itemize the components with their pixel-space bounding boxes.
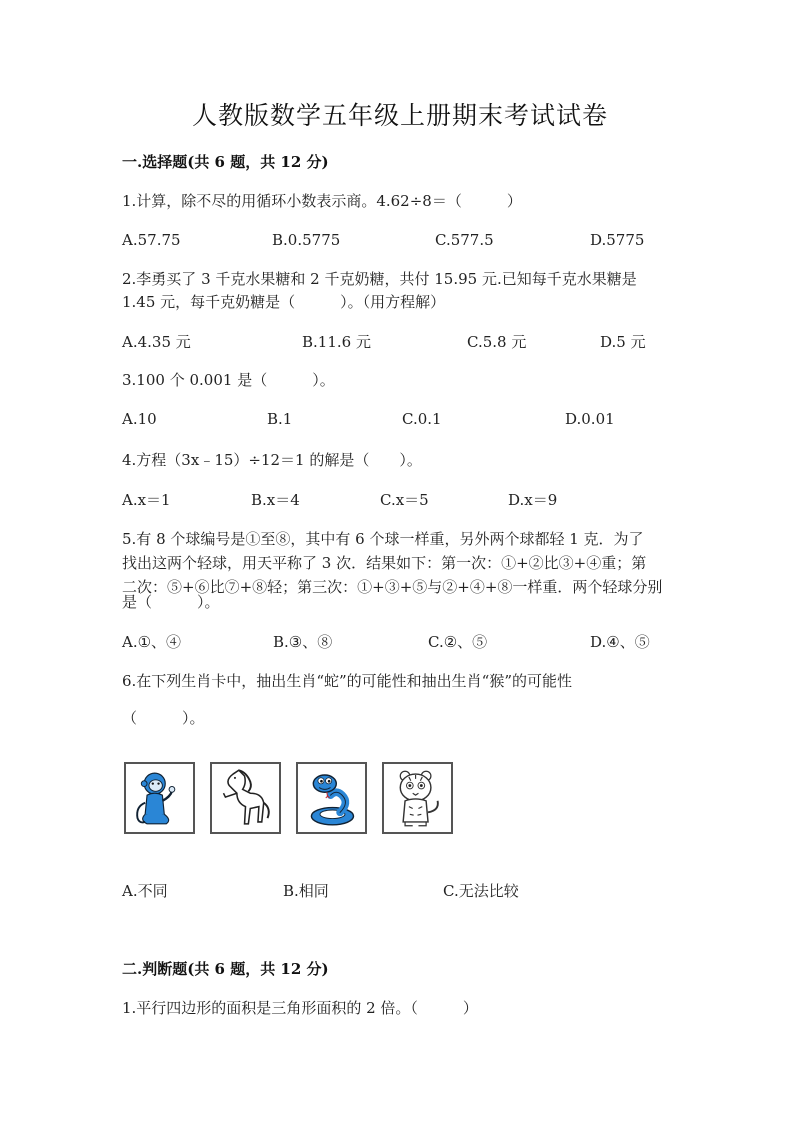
tiger-icon [384, 764, 451, 832]
question-4-option-a[interactable]: A.x＝1 [122, 491, 171, 509]
question-5-text-line3: 二次：⑤+⑥比⑦+⑧轻；第三次：①+③+⑤与②+④+⑧一样重．两个轻球分别 [122, 578, 663, 596]
question-6-option-c[interactable]: C.无法比较 [443, 882, 519, 900]
zodiac-card-tiger [382, 762, 453, 834]
question-2-text-line1: 2.李勇买了 3 千克水果糖和 2 千克奶糖，共付 15.95 元.已知每千克水果糖是 [122, 270, 637, 288]
question-3-option-a[interactable]: A.10 [122, 410, 157, 428]
question-4-text: 4.方程（3x﹣15）÷12＝1 的解是（ ）。 [122, 451, 422, 469]
section-heading-judgement: 二.判断题(共 6 题，共 12 分) [122, 960, 329, 978]
question-1-option-b[interactable]: B.0.5775 [272, 231, 341, 249]
question-1-option-a[interactable]: A.57.75 [122, 231, 181, 249]
question-5-option-b[interactable]: B.③、⑧ [273, 633, 333, 651]
question-5-text-line4: 是（ ）。 [122, 593, 220, 611]
zodiac-cards [124, 762, 454, 836]
monkey-icon [126, 764, 193, 832]
question-6-text-line2: （ ）。 [122, 709, 205, 727]
question-3-option-b[interactable]: B.1 [267, 410, 293, 428]
snake-icon [298, 764, 365, 832]
zodiac-card-horse [210, 762, 281, 834]
horse-icon [212, 764, 279, 832]
question-1-text: 1.计算，除不尽的用循环小数表示商。4.62÷8＝（ ） [122, 192, 522, 210]
question-2-option-b[interactable]: B.11.6 元 [302, 333, 371, 351]
question-4-option-d[interactable]: D.x＝9 [508, 491, 558, 509]
question-4-option-c[interactable]: C.x＝5 [380, 491, 429, 509]
question-2-option-c[interactable]: C.5.8 元 [467, 333, 527, 351]
question-2-option-a[interactable]: A.4.35 元 [122, 333, 191, 351]
zodiac-card-snake [296, 762, 367, 834]
question-5-option-c[interactable]: C.②、⑤ [428, 633, 488, 651]
page-title: 人教版数学五年级上册期末考试试卷 [191, 101, 608, 130]
question-6-option-a[interactable]: A.不同 [122, 882, 168, 900]
question-5-text-line2: 找出这两个轻球，用天平称了 3 次．结果如下：第一次：①+②比③+④重；第 [122, 554, 647, 572]
question-5-option-d[interactable]: D.④、⑤ [590, 633, 650, 651]
judgement-question-1-text: 1.平行四边形的面积是三角形面积的 2 倍。（ ） [122, 999, 478, 1017]
question-3-option-d[interactable]: D.0.01 [565, 410, 615, 428]
question-3-option-c[interactable]: C.0.1 [402, 410, 442, 428]
question-6-option-b[interactable]: B.相同 [283, 882, 329, 900]
question-2-option-d[interactable]: D.5 元 [600, 333, 646, 351]
question-4-option-b[interactable]: B.x＝4 [251, 491, 300, 509]
question-3-text: 3.100 个 0.001 是（ ）。 [122, 371, 335, 389]
question-1-option-c[interactable]: C.577.5 [435, 231, 494, 249]
zodiac-card-monkey [124, 762, 195, 834]
question-5-option-a[interactable]: A.①、④ [122, 633, 182, 651]
question-5-text-line1: 5.有 8 个球编号是①至⑧，其中有 6 个球一样重，另外两个球都轻 1 克．为了 [122, 530, 644, 548]
question-6-text-line1: 6.在下列生肖卡中，抽出生肖“蛇”的可能性和抽出生肖“猴”的可能性 [122, 672, 572, 690]
section-heading-choice: 一.选择题(共 6 题，共 12 分) [122, 153, 329, 171]
question-1-option-d[interactable]: D.5775 [590, 231, 645, 249]
question-2-text-line2: 1.45 元，每千克奶糖是（ ）。（用方程解） [122, 293, 446, 311]
